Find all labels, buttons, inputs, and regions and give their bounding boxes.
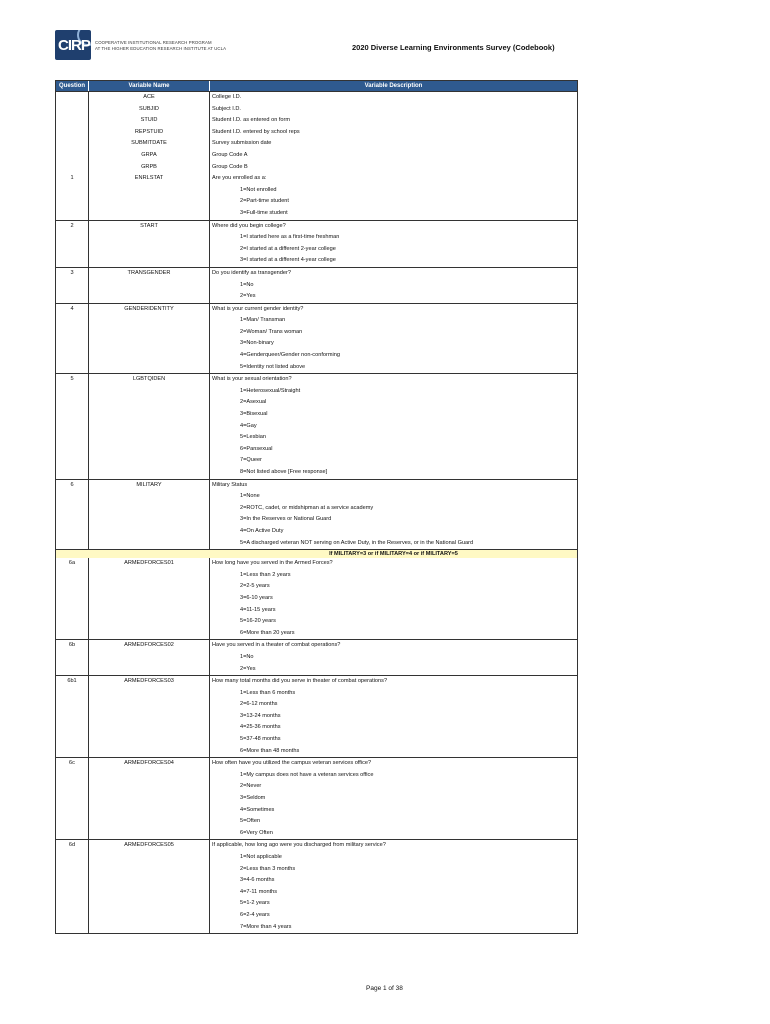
- answer-option: 2=I started at a different 2-year college: [240, 245, 336, 252]
- column-header-variable: Variable Name: [89, 81, 210, 91]
- variable-cell: [89, 480, 210, 550]
- answer-option: 2=ROTC, cadet, or midshipman at a service academy: [240, 504, 374, 511]
- description-cell: [210, 268, 577, 303]
- question-text: How long have you served in the Armed Forces?: [212, 560, 333, 567]
- description-cell: [210, 173, 577, 219]
- answer-option: 5=1-2 years: [240, 900, 270, 907]
- answer-option: 3=6-10 years: [240, 594, 273, 601]
- answer-option: 1=None: [240, 493, 260, 500]
- logo-mark-icon: [55, 30, 91, 60]
- page-header: [0, 0, 770, 80]
- question-group: [56, 220, 577, 267]
- question-group: [56, 675, 577, 757]
- answer-option: 4=Gay: [240, 422, 257, 429]
- variable-name: ARMEDFORCES03: [124, 678, 174, 685]
- description-cell: [210, 676, 577, 757]
- question-number: 2: [70, 222, 74, 229]
- answer-option: 2=2-5 years: [240, 583, 270, 590]
- variable-cell: [89, 840, 210, 933]
- question-group: [56, 558, 577, 639]
- question-text: Are you enrolled as a:: [212, 175, 267, 182]
- question-number: 3: [70, 269, 74, 276]
- answer-option: 1=Heterosexual/Straight: [240, 387, 301, 394]
- variable-name: ARMEDFORCES01: [124, 560, 174, 567]
- description-cell: [210, 840, 577, 933]
- document-title: 2020 Diverse Learning Environments Survey (Codebook): [352, 43, 555, 52]
- variable-name: ARMEDFORCES04: [124, 760, 174, 767]
- question-group: [56, 479, 577, 550]
- question-cell: [56, 640, 89, 675]
- answer-option: 4=Sometimes: [240, 806, 275, 813]
- variable-cell: [89, 558, 210, 639]
- answer-option: 2=Yes: [240, 293, 256, 300]
- answer-option: 1=Not enrolled: [240, 186, 277, 193]
- answer-option: 5=Lesbian: [240, 434, 266, 441]
- answer-option: 4=11-15 years: [240, 606, 276, 613]
- intro-group: [56, 91, 577, 173]
- question-group: [56, 639, 577, 675]
- answer-option: 3=In the Reserves or National Guard: [240, 516, 332, 523]
- variable-name: ENRLSTAT: [134, 175, 164, 182]
- question-text: What is your current gender identity?: [212, 305, 304, 312]
- question-cell: [56, 558, 89, 639]
- question-cell: [56, 840, 89, 933]
- answer-option: 3=4-6 months: [240, 877, 275, 884]
- answer-option: 6=Very Often: [240, 829, 273, 836]
- variable-cell: [89, 758, 210, 839]
- answer-option: 7=Queer: [240, 457, 262, 464]
- answer-option: 6=More than 48 months: [240, 747, 300, 754]
- question-cell: [56, 221, 89, 267]
- answer-option: 4=25-36 months: [240, 724, 281, 731]
- variable-cell: [89, 221, 210, 267]
- question-cell: [56, 304, 89, 374]
- variable-description: Student I.D. entered by school reps: [212, 128, 300, 135]
- variable-name: LGBTQIDEN: [132, 376, 166, 383]
- question-number: 1: [70, 175, 74, 182]
- variable-cell: [89, 92, 210, 173]
- answer-option: 5=Often: [240, 818, 261, 825]
- answer-option: 7=More than 4 years: [240, 923, 292, 930]
- variable-cell: [89, 374, 210, 478]
- answer-option: 1=No: [240, 281, 254, 288]
- question-cell: [56, 758, 89, 839]
- question-number: 6a: [68, 560, 76, 567]
- answer-option: 1=Less than 6 months: [240, 689, 296, 696]
- question-groups-pre: [56, 173, 577, 549]
- answer-option: 3=I started at a different 4-year college: [240, 257, 336, 264]
- question-text: Military Status: [212, 481, 248, 488]
- question-text: How many total months did you serve in theater of combat operations?: [212, 678, 388, 685]
- page-number: Page 1 of 38: [366, 985, 403, 992]
- answer-option: 2=Never: [240, 783, 262, 790]
- question-cell: [56, 676, 89, 757]
- question-text: Where did you begin college?: [212, 222, 286, 229]
- variable-cell: [89, 173, 210, 219]
- cirp-logo: [55, 30, 226, 60]
- variable-name: ARMEDFORCES05: [124, 842, 174, 849]
- org-line-1: COOPERATIVE INSTITUTIONAL RESEARCH PROGRAM: [95, 39, 212, 45]
- answer-option: 2=Woman/ Trans woman: [240, 328, 303, 335]
- variable-description: Survey submission date: [212, 140, 272, 147]
- question-cell: [56, 173, 89, 219]
- answer-option: 1=I started here as a first-time freshman: [240, 234, 340, 241]
- answer-option: 1=Not applicable: [240, 854, 282, 860]
- question-group: [56, 267, 577, 303]
- variable-name: START: [140, 222, 158, 229]
- description-cell: [210, 221, 577, 267]
- answer-option: 2=Part-time student: [240, 198, 289, 205]
- question-number: 6b: [68, 642, 76, 649]
- answer-option: 1=Less than 2 years: [240, 571, 291, 578]
- question-groups-post: [56, 558, 577, 933]
- question-number: 6c: [69, 760, 75, 767]
- answer-option: 3=Seldom: [240, 795, 266, 802]
- variable-name: SUBMITDATE: [131, 140, 167, 147]
- description-cell: [210, 374, 577, 478]
- description-cell: [210, 558, 577, 639]
- answer-option: 8=Not listed above [Free response]: [240, 469, 328, 475]
- answer-option: 3=Bisexual: [240, 411, 268, 418]
- answer-option: 2=Less than 3 months: [240, 865, 296, 872]
- variable-cell: [89, 304, 210, 374]
- answer-option: 2=6-12 months: [240, 701, 278, 708]
- question-cell: [56, 480, 89, 550]
- variable-description: College I.D.: [212, 94, 242, 100]
- answer-option: 2=Asexual: [240, 399, 267, 406]
- question-cell: [56, 92, 89, 173]
- question-number: 6: [70, 481, 74, 488]
- codebook-table: [55, 80, 578, 934]
- answer-option: 6=Pansexual: [240, 445, 273, 452]
- answer-option: 3=Full-time student: [240, 209, 288, 216]
- variable-name: GRPA: [141, 151, 157, 158]
- question-text: Do you identify as transgender?: [212, 269, 291, 276]
- question-group: [56, 173, 577, 219]
- logo-text: CIRP: [58, 37, 90, 54]
- variable-description: Subject I.D.: [212, 105, 241, 112]
- answer-option: 4=Genderqueer/Gender non-conforming: [240, 352, 340, 359]
- variable-cell: [89, 268, 210, 303]
- answer-option: 4=On Active Duty: [240, 527, 284, 534]
- description-cell: [210, 758, 577, 839]
- question-group: [56, 757, 577, 839]
- table-header: [56, 81, 577, 91]
- answer-option: 4=7-11 months: [240, 888, 278, 895]
- variable-name: ACE: [143, 94, 155, 100]
- answer-option: 1=Man/ Transman: [240, 317, 286, 324]
- question-text: What is your sexual orientation?: [212, 376, 292, 383]
- question-cell: [56, 268, 89, 303]
- description-cell: [210, 480, 577, 550]
- variable-cell: [89, 676, 210, 757]
- answer-option: 2=Yes: [240, 665, 256, 672]
- answer-option: 5=Identity not listed above: [240, 363, 306, 370]
- column-header-question: Question: [56, 81, 89, 91]
- answer-option: 5=A discharged veteran NOT serving on Active Duty, in the Reserves, or in the National Guard: [240, 539, 474, 546]
- question-number: 5: [70, 376, 74, 383]
- question-number: 6b1: [67, 678, 77, 685]
- question-number: 6d: [68, 842, 76, 849]
- question-group: [56, 303, 577, 374]
- answer-option: 1=No: [240, 653, 254, 660]
- description-cell: [210, 640, 577, 675]
- question-cell: [56, 374, 89, 478]
- variable-name: GRPB: [141, 163, 157, 170]
- variable-name: REPSTUID: [134, 128, 164, 135]
- question-text: How often have you utilized the campus veteran services office?: [212, 760, 372, 767]
- variable-name: TRANSGENDER: [127, 269, 171, 276]
- filter-condition-row: If MILITARY=3 or if MILITARY=4 or if MILITARY=5: [56, 549, 577, 558]
- question-number: 4: [70, 305, 74, 312]
- variable-name: STUID: [140, 117, 158, 124]
- column-header-description: Variable Description: [364, 83, 423, 89]
- answer-option: 1=My campus does not have a veteran services office: [240, 771, 374, 778]
- variable-name: MILITARY: [136, 481, 162, 488]
- description-cell: [210, 304, 577, 374]
- variable-description: Group Code A: [212, 151, 248, 158]
- answer-option: 6=2-4 years: [240, 911, 270, 918]
- question-group: [56, 373, 577, 478]
- variable-name: GENDERIDENTITY: [124, 305, 174, 312]
- variable-description: Group Code B: [212, 163, 248, 170]
- answer-option: 3=13-24 months: [240, 712, 281, 719]
- answer-option: 3=Non-binary: [240, 340, 274, 347]
- answer-option: 5=16-20 years: [240, 618, 276, 625]
- answer-option: 6=More than 20 years: [240, 629, 295, 636]
- question-text: Have you served in a theater of combat operations?: [212, 642, 341, 649]
- variable-description: Student I.D. as entered on form: [212, 117, 291, 124]
- question-group: [56, 839, 577, 933]
- variable-name: ARMEDFORCES02: [124, 642, 174, 649]
- org-line-2: AT THE HIGHER EDUCATION RESEARCH INSTITUTE AT UCLA: [95, 45, 227, 51]
- description-cell: [210, 92, 577, 173]
- variable-cell: [89, 640, 210, 675]
- variable-name: SUBJID: [139, 105, 159, 112]
- org-name: [95, 40, 226, 51]
- answer-option: 5=37-48 months: [240, 736, 281, 743]
- question-text: If applicable, how long ago were you discharged from military service?: [212, 842, 386, 849]
